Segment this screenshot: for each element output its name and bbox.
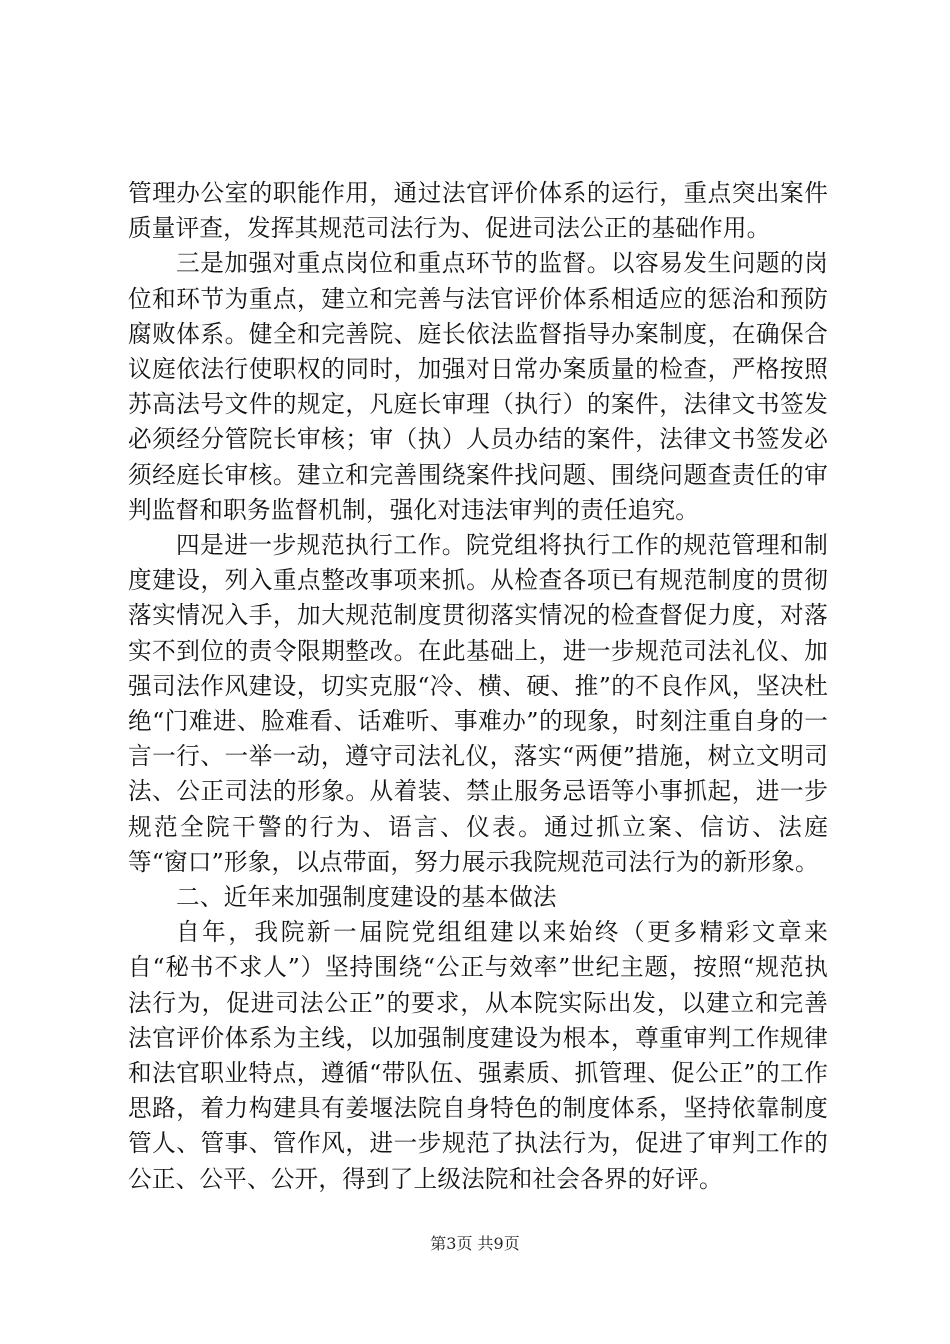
paragraph-system-building: 自年，我院新一届院党组组建以来始终（更多精彩文章来自“秘书不求人”）坚持围绕“公正与效率”世纪主题，按照“规范执法行为，促进司法公正”的要求，从本院实际出发，以建立和完善法官评价体系为主线，以加强制度建设为根本，尊重审判工作规律和法官职业特点，遵循“带队伍、强素质、抓管理、促公正”的工作思路，着力构建具有姜堰法院自身特色的制度体系，坚持依靠制度管人、管事、管作风，进一步规范了执法行为，促进了审判工作的公正、公平、公开，得到了上级法院和社会各界的好评。: [128, 918, 828, 1193]
document-body: [128, 176, 828, 1197]
paragraph-continuation: 管理办公室的职能作用，通过法官评价体系的运行，重点突出案件质量评查，发挥其规范司法行为、促进司法公正的基础作用。: [128, 179, 828, 243]
paragraph-enforcement: 四是进一步规范执行工作。院党组将执行工作的规范管理和制度建设，列入重点整改事项来抓。从检查各项已有规范制度的贯彻落实情况入手，加大规范制度贯彻落实情况的检查督促力度，对落实不到位的责令限期整改。在此基础上，进一步规范司法礼仪、加强司法作风建设，切实克服“冷、横、硬、推”的不良作风，坚决杜绝“门难进、脸难看、话难听、事难办”的现象，时刻注重自身的一言一行、一举一动，遵守司法礼仪，落实“两便”措施，树立文明司法、公正司法的形象。从着装、禁止服务忌语等小事抓起，进一步规范全院干警的行为、语言、仪表。通过抓立案、信访、法庭等“窗口”形象，以点带面，努力展示我院规范司法行为的新形象。: [128, 531, 828, 876]
page-number-footer: 第3页 共9页: [430, 1234, 520, 1253]
paragraph-supervision: 三是加强对重点岗位和重点环节的监督。以容易发生问题的岗位和环节为重点，建立和完善与法官评价体系相适应的惩治和预防腐败体系。健全和完善院、庭长依法监督指导办案制度，在确保合议庭依法行使职权的同时，加强对日常办案质量的检查，严格按照苏高法号文件的规定，凡庭长审理（执行）的案件，法律文书签发必须经分管院长审核；审（执）人员办结的案件，法律文书签发必须经庭长审核。建立和完善围绕案件找问题、围绕问题查责任的审判监督和职务监督机制，强化对违法审判的责任追究。: [128, 249, 828, 524]
section-heading: 二、近年来加强制度建设的基本做法: [176, 883, 557, 912]
